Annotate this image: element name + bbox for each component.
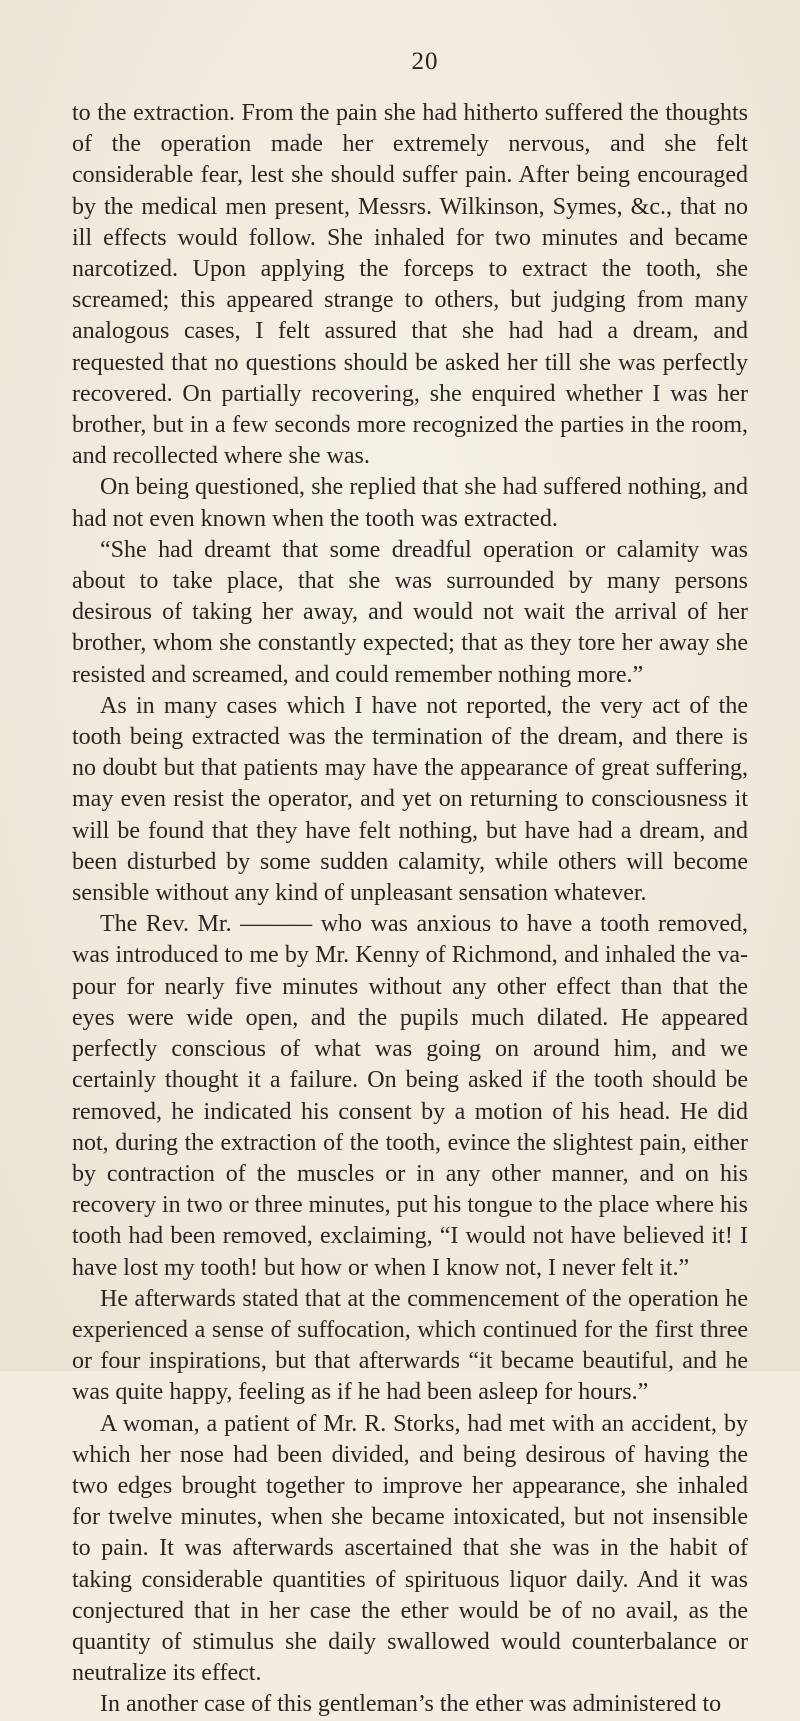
body-text xyxy=(72,98,748,1721)
paragraph: As in many cases which I have not reported, the very act of the tooth being extracted was the termination of the dream, and there is no doubt but that patients may have the appearance of great suffering, may even resist the operator, and yet on returning to consciousness it will be found that they have felt nothing, but have had a dream, and been disturbed by some sudden calamity, while others will become sensible without any kind of unpleasant sensation whatever. xyxy=(72,692,748,907)
paragraph: He afterwards stated that at the commencement of the operation he experienced a sense of suffocation, which continued for the first three or four inspirations, but that afterwards “it became beautiful, and he was quite happy, feeling as if he had been asleep for hours.” xyxy=(72,1285,748,1406)
paragraph: The Rev. Mr. ——— who was anxious to have a tooth removed, was introduced to me by Mr. Kenny of Richmond, and inhaled the vapour for nearly five minutes without any other effect than that the eyes were wide open, and the pupils much dilated. He appeared perfectly conscious of what was going on around him, and we certainly thought it a failure. On being asked if the tooth should be removed, he indicated his consent by a motion of his head. He did not, during the extraction of the tooth, evince the slightest pain, either by contraction of the muscles or in any other manner, and on his recovery in two or three minutes, put his tongue to the place where his tooth had been removed, exclaiming, “I would not have believed it! I have lost my tooth! but how or when I know not, I never felt it.” xyxy=(72,911,748,1281)
paragraph: “She had dreamt that some dreadful operation or calamity was about to take place, that she was surrounded by many persons desirous of taking her away, and would not wait the arrival of her brother, whom she constantly expected; that as they tore her away she resisted and screamed, and could remember nothing more.” xyxy=(72,536,748,688)
paragraph: In another case of this gentleman’s the ether was administered to xyxy=(100,1691,722,1718)
paragraph: A woman, a patient of Mr. R. Storks, had met with an accident, by which her nose had been divided, and being desirous of having the two edges brought together to improve her appearance, she inhaled for twelve minutes, when she became intoxicated, but not insensible to pain. It was afterwards ascertained that she was in the habit of taking considerable quantities of spirituous liquor daily. And it was conjectured that in her case the ether would be of no avail, as the quantity of stimulus she daily swallowed would counterbalance or neutralize its effect. xyxy=(72,1410,748,1687)
paragraph: to the extraction. From the pain she had hitherto suffered the thoughts of the operation made her extremely nervous, and she felt considerable fear, lest she should suffer pain. After being encouraged by the medical men present, Messrs. Wilkinson, Symes, &c., that no ill effects would follow. She inhaled for two minutes and became narcotized. Upon applying the forceps to extract the tooth, she screamed; this appeared strange to others, but judging from many analogous cases, I felt assured that she had had a dream, and requested that no questions should be asked her till she was perfectly recovered. On partially recovering, she enquired whether I was her brother, but in a few seconds more recognized the parties in the room, and recollected where she was. xyxy=(72,100,748,470)
page-number: 20 xyxy=(411,48,439,75)
paragraph: On being questioned, she replied that she had suffered nothing, and had not even known when the tooth was extracted. xyxy=(72,474,748,532)
